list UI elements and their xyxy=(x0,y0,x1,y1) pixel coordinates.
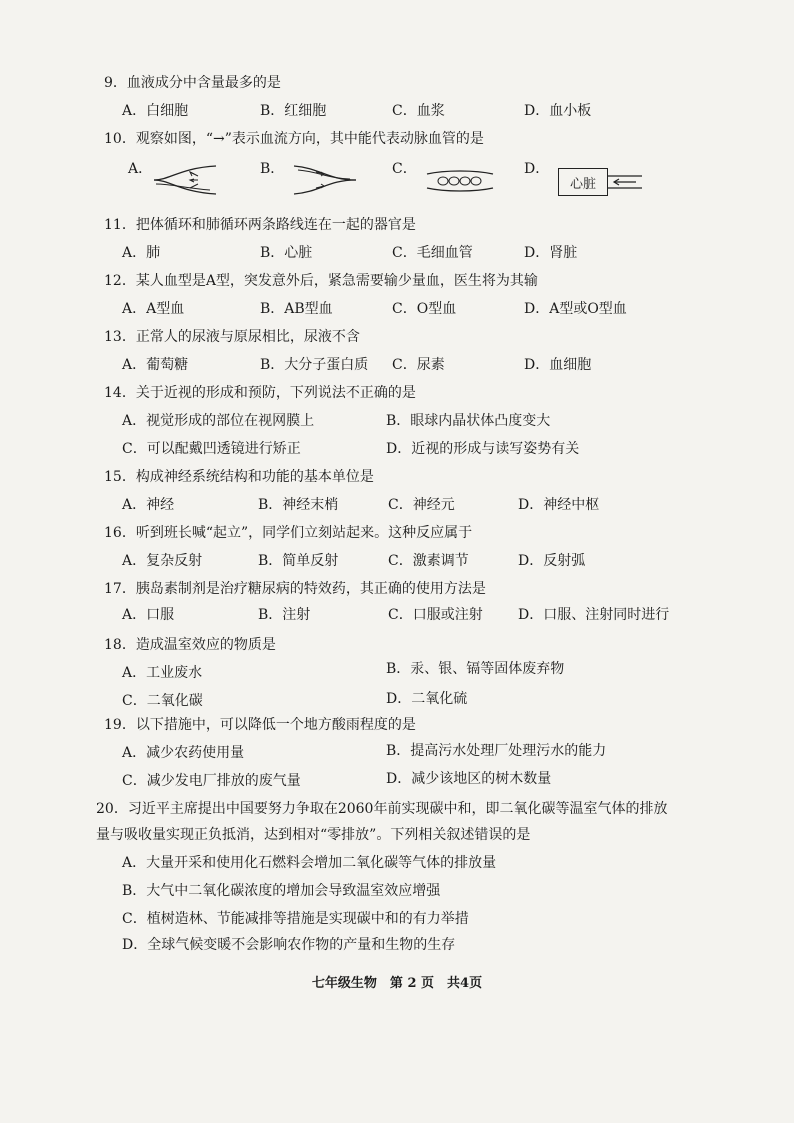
question-14-stem: 14．关于近视的形成和预防，下列说法不正确的是 xyxy=(104,385,416,401)
q11-option-c: C．毛细血管 xyxy=(392,245,473,261)
q16-option-a: A．复杂反射 xyxy=(122,553,203,569)
question-20-stem-line2: 量与吸收量实现正负抵消，达到相对“零排放”。下列相关叙述错误的是 xyxy=(96,827,531,843)
q18-option-a: A．工业废水 xyxy=(122,665,203,681)
question-17-stem: 17．胰岛素制剂是治疗糖尿病的特效药，其正确的使用方法是 xyxy=(104,581,486,597)
question-20-stem-line1: 20．习近平主席提出中国要努力争取在2060年前实现碳中和，即二氧化碳等温室气体的排放 xyxy=(96,801,668,817)
q9-option-b: B．红细胞 xyxy=(260,103,327,119)
q14-option-d: D．近视的形成与读写姿势有关 xyxy=(386,441,580,457)
heart-label: 心脏 xyxy=(569,176,596,192)
question-19-stem: 19．以下措施中，可以降低一个地方酸雨程度的是 xyxy=(104,717,416,733)
q18-option-c: C．二氧化碳 xyxy=(122,693,203,709)
q10-option-a: A． xyxy=(128,161,153,177)
q19-option-a: A．减少农药使用量 xyxy=(122,745,245,761)
q12-option-c: C．O型血 xyxy=(392,301,457,317)
question-16-stem: 16．听到班长喊“起立”，同学们立刻站起来。这种反应属于 xyxy=(104,525,473,541)
q18-option-d: D．二氧化硫 xyxy=(386,691,468,707)
page-footer: 七年级生物 第 2 页 共4页 xyxy=(311,976,483,991)
diagram-d-vessel-arrow-icon xyxy=(608,172,642,192)
diagram-d-heart-box xyxy=(558,168,608,196)
q16-option-b: B．简单反射 xyxy=(258,553,339,569)
q17-option-d: D．口服、注射同时进行 xyxy=(518,607,670,623)
q16-option-d: D．反射弧 xyxy=(518,553,586,569)
q12-option-b: B．AB型血 xyxy=(260,301,333,317)
q15-option-d: D．神经中枢 xyxy=(518,497,600,513)
q18-option-b: B．汞、银、镉等固体废弃物 xyxy=(386,661,565,677)
q20-option-a: A．大量开采和使用化石燃料会增加二氧化碳等气体的排放量 xyxy=(122,855,497,871)
question-15-stem: 15．构成神经系统结构和功能的基本单位是 xyxy=(104,469,374,485)
diagram-a-converging-vessel-icon xyxy=(150,162,220,198)
q15-option-a: A．神经 xyxy=(122,497,175,513)
q20-option-c: C．植树造林、节能减排等措施是实现碳中和的有力举措 xyxy=(122,911,469,927)
question-11-stem: 11．把体循环和肺循环两条路线连在一起的器官是 xyxy=(104,217,416,233)
q11-option-d: D．肾脏 xyxy=(524,245,578,261)
question-12-stem: 12．某人血型是A型，突发意外后，紧急需要输少量血，医生将为其输 xyxy=(104,273,538,289)
question-13-stem: 13．正常人的尿液与原尿相比，尿液不含 xyxy=(104,329,360,345)
q20-option-d: D．全球气候变暖不会影响农作物的产量和生物的生存 xyxy=(122,937,456,953)
q14-option-b: B．眼球内晶状体凸度变大 xyxy=(386,413,551,429)
diagram-c-capillary-icon xyxy=(425,168,495,194)
q11-option-b: B．心脏 xyxy=(260,245,313,261)
q10-option-c: C． xyxy=(392,161,417,177)
q19-option-d: D．减少该地区的树木数量 xyxy=(386,771,552,787)
q20-option-b: B．大气中二氧化碳浓度的增加会导致温室效应增强 xyxy=(122,883,441,899)
q17-option-a: A．口服 xyxy=(122,607,175,623)
q17-option-b: B．注射 xyxy=(258,607,311,623)
question-9-stem: 9．血液成分中含量最多的是 xyxy=(104,75,281,91)
q12-option-d: D．A型或O型血 xyxy=(524,301,627,317)
q10-option-b: B． xyxy=(260,161,285,177)
q16-option-c: C．激素调节 xyxy=(388,553,469,569)
q13-option-b: B．大分子蛋白质 xyxy=(260,357,369,373)
q13-option-c: C．尿素 xyxy=(392,357,445,373)
q15-option-b: B．神经末梢 xyxy=(258,497,339,513)
q12-option-a: A．A型血 xyxy=(122,301,185,317)
q9-option-d: D．血小板 xyxy=(524,103,592,119)
q14-option-c: C．可以配戴凹透镜进行矫正 xyxy=(122,441,301,457)
question-10-stem: 10．观察如图，“→”表示血流方向，其中能代表动脉血管的是 xyxy=(104,131,484,147)
question-18-stem: 18．造成温室效应的物质是 xyxy=(104,637,276,653)
q15-option-c: C．神经元 xyxy=(388,497,455,513)
q13-option-a: A．葡萄糖 xyxy=(122,357,189,373)
q9-option-c: C．血浆 xyxy=(392,103,445,119)
q11-option-a: A．肺 xyxy=(122,245,161,261)
q19-option-b: B．提高污水处理厂处理污水的能力 xyxy=(386,743,607,759)
q17-option-c: C．口服或注射 xyxy=(388,607,483,623)
q14-option-a: A．视觉形成的部位在视网膜上 xyxy=(122,413,315,429)
diagram-b-branching-vessel-icon xyxy=(290,162,360,198)
q19-option-c: C．减少发电厂排放的废气量 xyxy=(122,773,301,789)
q10-option-d: D． xyxy=(524,161,550,177)
q13-option-d: D．血细胞 xyxy=(524,357,592,373)
q9-option-a: A．白细胞 xyxy=(122,103,189,119)
